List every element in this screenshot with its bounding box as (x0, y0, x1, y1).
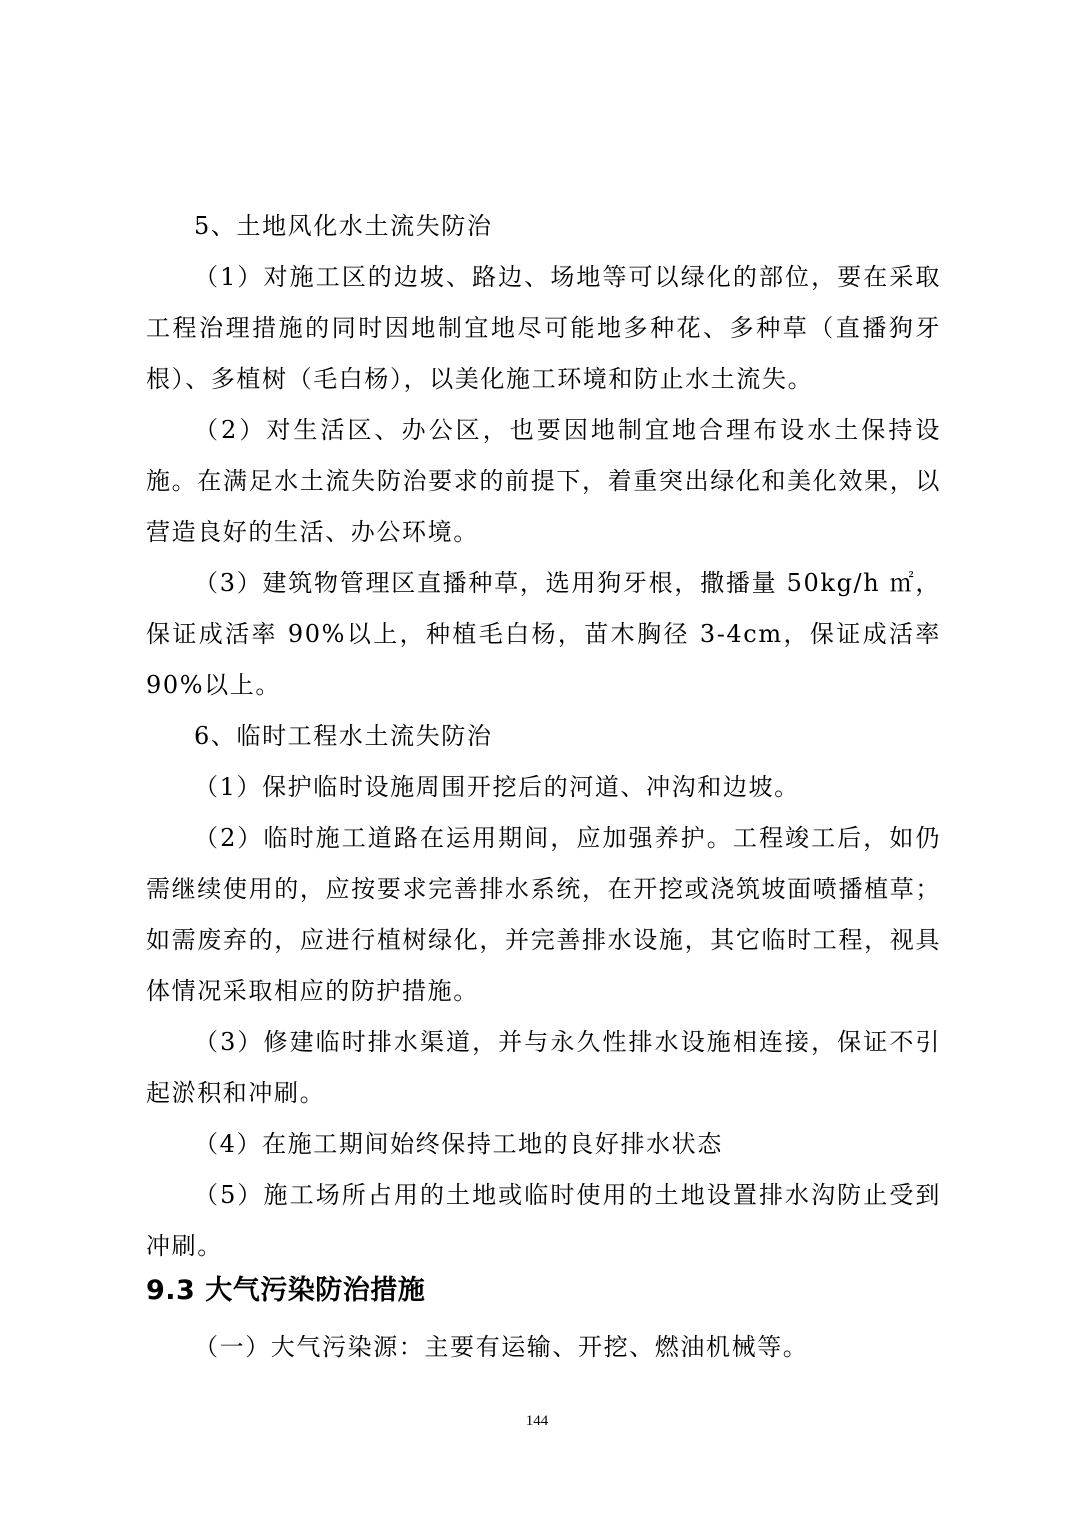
paragraph-5-3: （3）建筑物管理区直播种草，选用狗牙根，撒播量 50kg/h ㎡，保证成活率 90%以上，种植毛白杨，苗木胸径 3-4cm，保证成活率 90%以上。 (146, 569, 941, 699)
paragraph-6-1: （1）保护临时设施周围开挖后的河道、冲沟和边坡。 (194, 773, 800, 801)
section-heading: 9.3 大气污染防治措施 (146, 1275, 426, 1306)
paragraph-5-2: （2）对生活区、办公区，也要因地制宜地合理布设水土保持设施。在满足水土流失防治要求的前提下，着重突出绿化和美化效果，以营造良好的生活、办公环境。 (146, 416, 941, 546)
paragraph-6-3: （3）修建临时排水渠道，并与永久性排水设施相连接，保证不引起淤积和冲刷。 (146, 1028, 941, 1107)
page-content (146, 201, 941, 1373)
subsection-title-6: 6、临时工程水土流失防治 (194, 722, 493, 750)
paragraph-6-2: （2）临时施工道路在运用期间，应加强养护。工程竣工后，如仍需继续使用的，应按要求完善排水系统，在开挖或浇筑坡面喷播植草；如需废弃的，应进行植树绿化，并完善排水设施，其它临时工程，视具体情况采取相应的防护措施。 (146, 824, 941, 1005)
paragraph-air-pollution-sources: （一）大气污染源：主要有运输、开挖、燃油机械等。 (194, 1333, 809, 1361)
paragraph-5-1: （1）对施工区的边坡、路边、场地等可以绿化的部位，要在采取工程治理措施的同时因地制宜地尽可能地多种花、多种草（直播狗牙根）、多植树（毛白杨），以美化施工环境和防止水土流失。 (146, 263, 941, 393)
paragraph-6-5: （5）施工场所占用的土地或临时使用的土地设置排水沟防止受到冲刷。 (146, 1181, 941, 1260)
subsection-title-5: 5、土地风化水土流失防治 (194, 212, 493, 240)
paragraph-6-4: （4）在施工期间始终保持工地的良好排水状态 (194, 1130, 723, 1158)
page-number: 144 (525, 1413, 549, 1429)
